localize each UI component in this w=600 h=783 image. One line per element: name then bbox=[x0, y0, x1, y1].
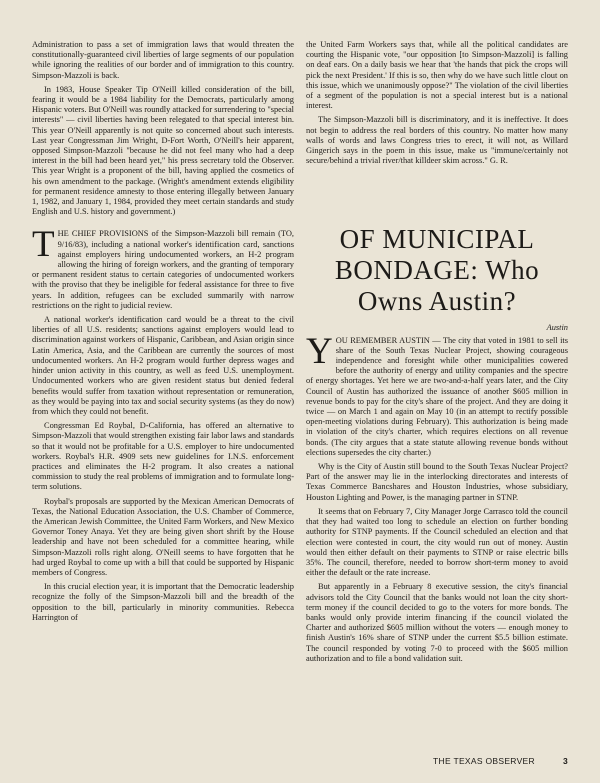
paragraph: the United Farm Workers says that, while all the political candidates are courting the Hispanic vote, "our opposition [to Simpson-Mazzoli] is falling on deaf ears. On a daily basis we hear that 'the hands that pick the crops will pick the next President.' If this is so, then why do we have such little clout on this issue, which we unanimously oppose?" The violation of the civil liberties of a segment of the population is not a special interest but is a national interest. bbox=[306, 40, 568, 111]
paragraph: Roybal's proposals are supported by the Mexican American Democrats of Texas, the National Education Association, the U.S. Chamber of Commerce, the American Jewish Committee, the United Farm Workers, and New Mexico Governor Toney Anaya. Yet they are being given short shrift by the House leadership and have not been scheduled for a committee hearing, while Simpson-Mazzoli rolls right along. O'Neill seems to have forgotten that he had urged Roybal to come up with a bill that could be supported by Hispanic members of Congress. bbox=[32, 496, 294, 577]
right-column bbox=[306, 40, 568, 668]
paragraph: A national worker's identification card would be a threat to the civil liberties of all U.S. residents; sanctions against employers would lead to discrimination against workers of Hispanic, Caribbean, and Asian origin since Latin America, Asia, and the Caribbean are currently the sources of most undocumented workers. An H-2 program would further depress wages and hinder union activity in this country, as well as feed U.S. unemployment. Undocumented workers who are given resident status but denied federal benefits would suffer from taxation without representation or remuneration, as they would be paying into tax and social security systems (as they do now) from which they could not benefit. bbox=[32, 315, 294, 416]
publication-name: THE TEXAS OBSERVER bbox=[433, 756, 535, 766]
paragraph: It seems that on February 7, City Manager Jorge Carrasco told the council that they had waited too long to schedule an election on further bonding authority for STNP payments. If the Council scheduled an election and that election were contested in court, the city would run out of money. Austin would then either default on their payments to STNP or raise electric bills 35%. The council, therefore, needed to borrow short-term money to avoid either the default or the rate increase. bbox=[306, 506, 568, 578]
page-number: 3 bbox=[562, 756, 568, 766]
left-column bbox=[32, 40, 294, 627]
article-headline: OF MUNICIPAL BONDAGE: Who Owns Austin? bbox=[334, 224, 540, 317]
paragraph: In this crucial election year, it is important that the Democratic leadership recognize the folly of the Simpson-Mazzoli bill and the breadth of the opposition to the bill, particularly in minority communities. Rebecca Harrington of bbox=[32, 582, 294, 622]
paragraph: In 1983, House Speaker Tip O'Neill killed consideration of the bill, fearing it would be a 1984 liability for the Democrats, particularly among Hispanic voters. But O'Neill was roundly attacked for surrendering to "special interests" — civil liberties having been relegated to that special interest bin. This year O'Neill apparently is not quite so concerned about such interests. Last year Congressman Jim Wright, D-Fort Worth, O'Neill's heir apparent, opposed Simpson-Mazzoli "because he did not feel many who had a deep interest in the bill had been heard yet," his press secretary told the Observer. This year Wright is a proponent of the bill, having applied the cosmetics of his own amendment to the package. (Wright's amendment extends eligibility for permanent residence amnesty to those entering illegally between January 1, 1982, and January 1, 1984, provided they meet certain standards and study English and U.S. history and government.) bbox=[32, 84, 294, 217]
paragraph: Congressman Ed Roybal, D-California, has offered an alternative to Simpson-Mazzoli that would strengthen existing fair labor laws and standards so that it would not be profitable for a U.S. employer to hire undocumented workers. Roybal's H.R. 4909 sets new guidelines for I.N.S. enforcement practices and eliminates the H-2 program. It also creates a national commission to study the real problems of immigration and to formulate long-term solutions. bbox=[32, 421, 294, 492]
paragraph: The Simpson-Mazzoli bill is discriminatory, and it is ineffective. It does not begin to address the real borders of this country. No matter how many walls of words and laws Congress tries to erect, it will not, as Willard Gingerich says in the poem in this issue, make us "immune/certainly not secure/behind a trivial river/that killdeer skim across." G. R. bbox=[306, 115, 568, 166]
article-opening-paragraph bbox=[306, 330, 568, 458]
paragraph-text: HE CHIEF PROVISIONS of the Simpson-Mazzoli bill remain (TO, 9/16/83), including a national worker's identification card, sanctions against employers hiring undocumented workers, an H-2 program allowing the hiring of foreign workers, and the granting of temporary or permanent resident status to certain categories of undocumented workers with the proviso that they be ineligible for federal assistance for three to five years. In addition, refugees can be excluded summarily with narrow restrictions on the right to judicial review. bbox=[32, 229, 294, 310]
paragraph: Why is the City of Austin still bound to the South Texas Nuclear Project? Part of the answer may lie in the interlocking directorates and interests of Texas Commerce Bancshares and Houston Industries, whose subsidiary, Houston Lighting and Power, is the managing partner in STNP. bbox=[306, 462, 568, 502]
paragraph: Administration to pass a set of immigration laws that would threaten the constitutionally-guaranteed civil liberties of large segments of our population while ignoring the realities of our border and of immigration to this country. Simpson-Mazzoli is back. bbox=[32, 40, 294, 80]
page-footer bbox=[306, 756, 568, 766]
paragraph-text: OU REMEMBER AUSTIN — The city that voted in 1981 to sell its share of the South Texas Nuclear Project, showing courageous independence and foresight while other municipalities cowered before the authority of energy and utility companies and the spectre of energy shortages. Yet here we are two-and-a-half years later, and the City Council of Austin has authorized the issuance of another $605 million in revenue bonds to pay for the city's share of the project. And they are doing it twice — on March 1 and again on May 10 (in an attempt to rectify possible open-meeting violations during February). This authorization is being made in violation of the city's charter, which requires elections on all revenue bonds. (The city argues that a state statute allowing revenue bonds without elections supersedes the city charter.) bbox=[306, 335, 568, 457]
dateline: Austin bbox=[546, 323, 568, 333]
paragraph: But apparently in a February 8 executive session, the city's financial advisors told the City Council that the banks would not loan the city short-term money if the council decided to go to the voters for more bonds. The banks would only provide interim financing if the council violated the Charter and authorized $605 million without the voters — enough money to finish Austin's 16% share of STNP under the current $5.5 billion estimate. The council responded by voting 7-0 to proceed with the $605 million authorization and to file a bond validation suit. bbox=[306, 582, 568, 663]
drop-cap: Y bbox=[306, 330, 333, 372]
section-opening-paragraph bbox=[32, 224, 294, 311]
drop-cap: T bbox=[32, 224, 55, 266]
